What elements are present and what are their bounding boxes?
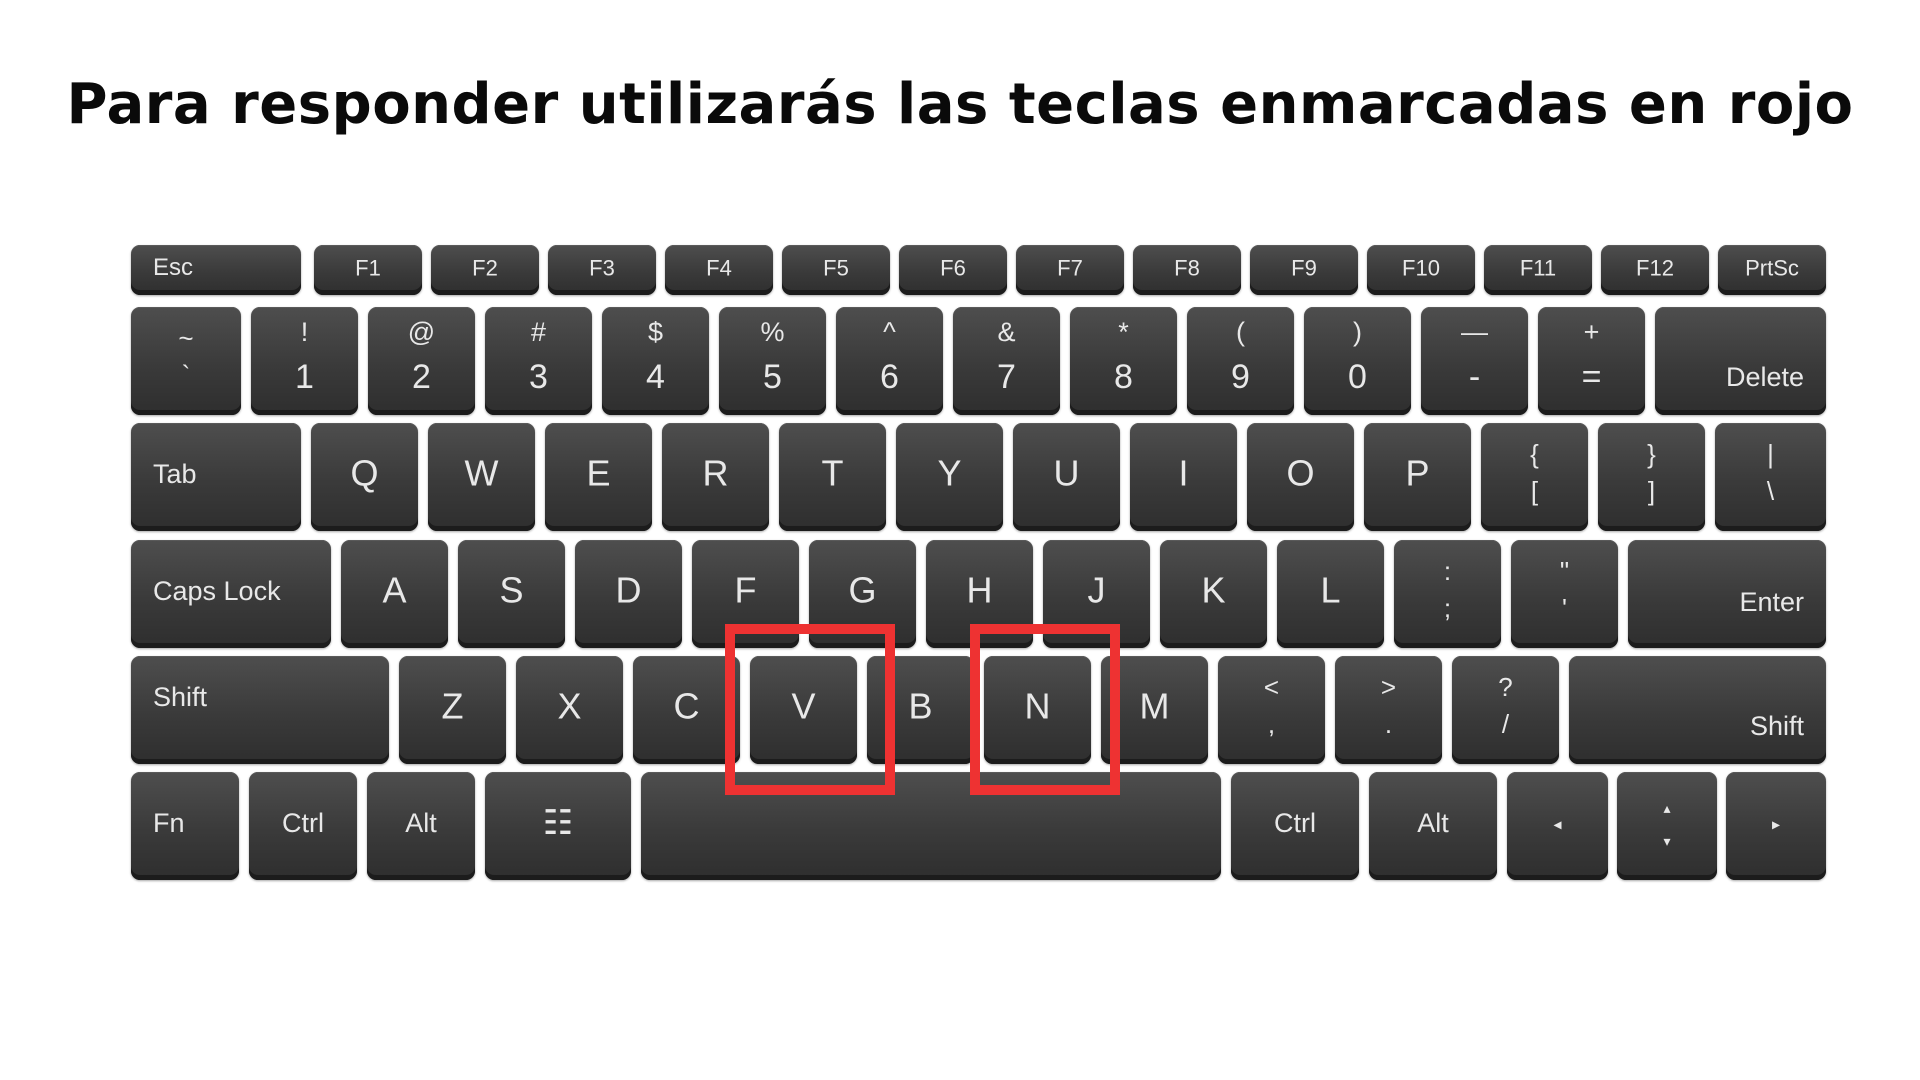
key-arrow-right[interactable] xyxy=(1726,772,1826,880)
key-2[interactable]: @ 2 xyxy=(368,307,475,415)
key-f10[interactable]: F10 xyxy=(1367,245,1475,295)
key-f4[interactable]: F4 xyxy=(665,245,773,295)
key-ctrl-left[interactable]: Ctrl xyxy=(249,772,357,880)
key-8[interactable]: * 8 xyxy=(1070,307,1177,415)
key-r[interactable]: R xyxy=(662,423,769,531)
key-j[interactable]: J xyxy=(1043,540,1150,648)
key-equal[interactable]: + = xyxy=(1538,307,1645,415)
key-left-bracket[interactable]: { [ xyxy=(1481,423,1588,531)
key-alt-right[interactable]: Alt xyxy=(1369,772,1497,880)
key-1[interactable]: ! 1 xyxy=(251,307,358,415)
key-9[interactable]: ( 9 xyxy=(1187,307,1294,415)
key-b[interactable]: B xyxy=(867,656,974,764)
key-o[interactable]: O xyxy=(1247,423,1354,531)
key-c[interactable]: C xyxy=(633,656,740,764)
key-f6[interactable]: F6 xyxy=(899,245,1007,295)
key-f5[interactable]: F5 xyxy=(782,245,890,295)
key-f3[interactable]: F3 xyxy=(548,245,656,295)
key-y[interactable]: Y xyxy=(896,423,1003,531)
key-s[interactable]: S xyxy=(458,540,565,648)
arrow-left-icon: ◂ xyxy=(1553,816,1562,834)
key-minus[interactable]: — - xyxy=(1421,307,1528,415)
key-arrow-up-down[interactable] xyxy=(1617,772,1717,880)
key-prtsc[interactable]: PrtSc xyxy=(1718,245,1826,295)
key-q[interactable]: Q xyxy=(311,423,418,531)
key-h[interactable]: H xyxy=(926,540,1033,648)
arrow-up-icon: ▴ xyxy=(1663,800,1671,816)
key-slash[interactable]: ? / xyxy=(1452,656,1559,764)
key-ctrl-right[interactable]: Ctrl xyxy=(1231,772,1359,880)
key-v[interactable]: V xyxy=(750,656,857,764)
key-tab[interactable]: Tab xyxy=(131,423,301,531)
key-semicolon[interactable]: : ; xyxy=(1394,540,1501,648)
key-0[interactable]: ) 0 xyxy=(1304,307,1411,415)
key-k[interactable]: K xyxy=(1160,540,1267,648)
key-4[interactable]: $ 4 xyxy=(602,307,709,415)
key-windows[interactable] xyxy=(485,772,631,880)
key-delete[interactable]: Delete xyxy=(1655,307,1826,415)
key-w[interactable]: W xyxy=(428,423,535,531)
key-alt-left[interactable]: Alt xyxy=(367,772,475,880)
key-i[interactable]: I xyxy=(1130,423,1237,531)
key-e[interactable]: E xyxy=(545,423,652,531)
key-7[interactable]: & 7 xyxy=(953,307,1060,415)
key-fn[interactable]: Fn xyxy=(131,772,239,880)
key-x[interactable]: X xyxy=(516,656,623,764)
key-f[interactable]: F xyxy=(692,540,799,648)
key-shift-right[interactable]: Shift xyxy=(1569,656,1826,764)
key-z[interactable]: Z xyxy=(399,656,506,764)
key-d[interactable]: D xyxy=(575,540,682,648)
arrow-right-icon: ▸ xyxy=(1771,816,1781,834)
key-5[interactable]: % 5 xyxy=(719,307,826,415)
key-backslash[interactable]: | \ xyxy=(1715,423,1826,531)
key-f12[interactable]: F12 xyxy=(1601,245,1709,295)
key-t[interactable]: T xyxy=(779,423,886,531)
windows-icon: ☷ xyxy=(542,803,574,842)
key-l[interactable]: L xyxy=(1277,540,1384,648)
key-a[interactable]: A xyxy=(341,540,448,648)
key-3[interactable]: # 3 xyxy=(485,307,592,415)
key-u[interactable]: U xyxy=(1013,423,1120,531)
key-enter[interactable]: Enter xyxy=(1628,540,1826,648)
key-arrow-left[interactable] xyxy=(1507,772,1608,880)
page-title: Para responder utilizarás las teclas enmarcadas en rojo xyxy=(66,72,1854,137)
key-quote[interactable]: " ' xyxy=(1511,540,1618,648)
key-caps-lock[interactable]: Caps Lock xyxy=(131,540,331,648)
key-comma[interactable]: < , xyxy=(1218,656,1325,764)
key-right-bracket[interactable]: } ] xyxy=(1598,423,1705,531)
key-n[interactable]: N xyxy=(984,656,1091,764)
key-f7[interactable]: F7 xyxy=(1016,245,1124,295)
highlight-frame-v xyxy=(725,624,895,795)
key-6[interactable]: ^ 6 xyxy=(836,307,943,415)
key-p[interactable]: P xyxy=(1364,423,1471,531)
key-f11[interactable]: F11 xyxy=(1484,245,1592,295)
key-g[interactable]: G xyxy=(809,540,916,648)
key-m[interactable]: M xyxy=(1101,656,1208,764)
key-f2[interactable]: F2 xyxy=(431,245,539,295)
highlight-frame-n xyxy=(970,624,1120,795)
keyboard xyxy=(131,245,1826,880)
key-tilde[interactable]: ~ ` xyxy=(131,307,241,415)
key-f1[interactable]: F1 xyxy=(314,245,422,295)
key-esc[interactable]: Esc xyxy=(131,245,301,295)
arrow-down-icon: ▾ xyxy=(1663,833,1671,849)
key-f8[interactable]: F8 xyxy=(1133,245,1241,295)
key-shift-left[interactable]: Shift xyxy=(131,656,389,764)
key-f9[interactable]: F9 xyxy=(1250,245,1358,295)
key-period[interactable]: > . xyxy=(1335,656,1442,764)
